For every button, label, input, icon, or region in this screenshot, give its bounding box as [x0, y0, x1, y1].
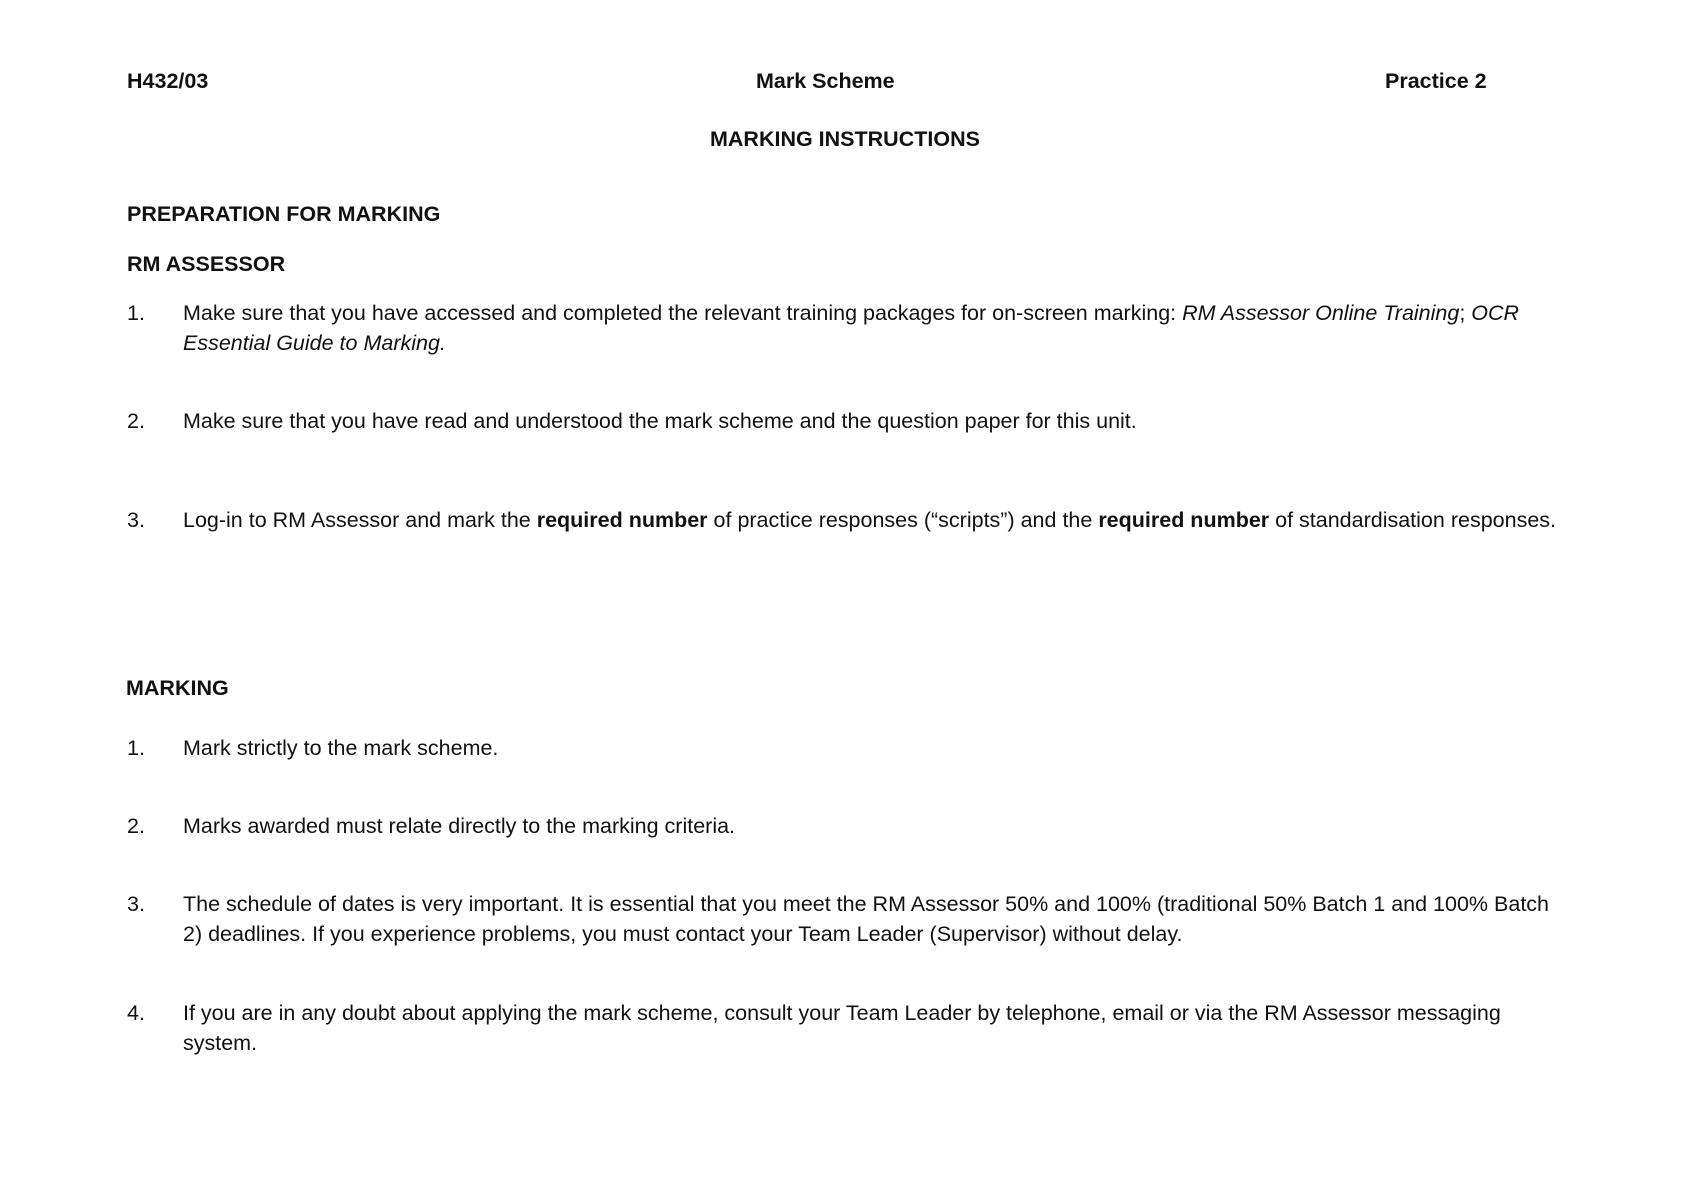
- document-title: Mark Scheme: [756, 69, 895, 93]
- list-item-text: Make sure that you have read and understood the mark scheme and the question paper for this unit.: [183, 409, 1137, 433]
- list-item-number: 2.: [127, 409, 145, 433]
- list-item: [127, 733, 1567, 763]
- list-item-number: 3.: [127, 508, 145, 532]
- emphasis-required-number: required number: [1098, 508, 1270, 532]
- list-item: [127, 998, 1567, 1058]
- list-item-number: 1.: [127, 301, 145, 325]
- list-item-text: Marks awarded must relate directly to the marking criteria.: [183, 814, 736, 838]
- list-item-number: 4.: [127, 1001, 145, 1025]
- list-item: [127, 889, 1567, 949]
- page-title: MARKING INSTRUCTIONS: [710, 127, 980, 151]
- list-item-number: 2.: [127, 814, 145, 838]
- list-item: [127, 505, 1567, 535]
- list-item-number: 1.: [127, 736, 145, 760]
- section-heading-preparation: PREPARATION FOR MARKING: [127, 202, 441, 226]
- section-heading-marking: MARKING: [126, 676, 229, 700]
- paper-code: H432/03: [127, 69, 209, 93]
- training-name: RM Assessor Online Training: [1182, 301, 1460, 325]
- list-item-number: 3.: [127, 892, 145, 916]
- emphasis-required-number: required number: [536, 508, 708, 532]
- list-item-text: If you are in any doubt about applying the mark scheme, consult your Team Leader by telephone, email or via the RM Assessor messaging system.: [183, 1001, 1501, 1055]
- list-item: [127, 406, 1567, 436]
- list-item: [127, 298, 1567, 358]
- list-item-text: Mark strictly to the mark scheme.: [183, 736, 499, 760]
- list-item: [127, 811, 1567, 841]
- subsection-heading-rm-assessor: RM ASSESSOR: [127, 252, 286, 276]
- list-item-text: The schedule of dates is very important. It is essential that you meet the RM Assessor 50% and 100% (traditional 50% Batch 1 and 100% Batch 2) deadlines. If you experience problems, you must contact your Team Leader (Supervisor) without delay.: [183, 892, 1549, 946]
- list-item-text: Make sure that you have accessed and completed the relevant training packages for on-screen marking: RM Assessor Online Training; OCR Essential Guide to Marking.: [183, 301, 1520, 355]
- guide-name: OCR Essential Guide to Marking: [183, 301, 1520, 355]
- list-item-text: Log-in to RM Assessor and mark the required number of practice responses (“scripts”) and the required number of standardisation responses.: [183, 508, 1556, 532]
- practice-label: Practice 2: [1385, 69, 1487, 93]
